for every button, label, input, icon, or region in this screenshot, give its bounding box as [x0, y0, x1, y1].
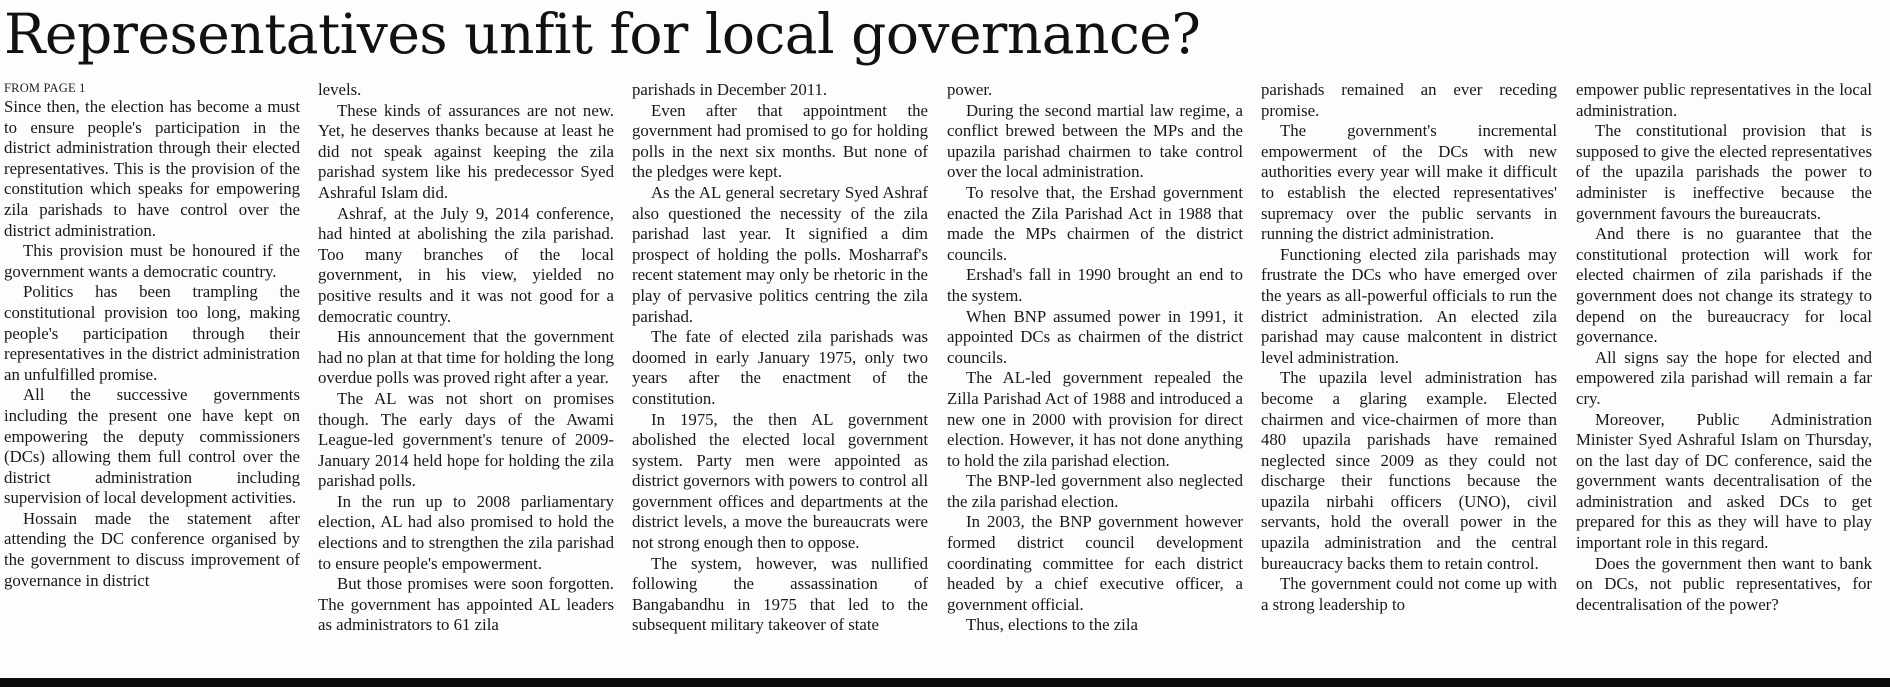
- paragraph: Does the government then want to bank on DCs, not public representatives, for decentralisation of the power?: [1576, 553, 1872, 614]
- paragraph: In 2003, the BNP government however formed district council development coordinating committee for each district headed by a chief executive officer, a government official.: [947, 512, 1243, 614]
- article-headline: Representatives unfit for local governance?: [4, 2, 1201, 66]
- paragraph: And there is no guarantee that the constitutional protection will work for elected chairmen of zila parishads if the government does not change its strategy to depend on the bureaucracy for local governance.: [1576, 224, 1872, 347]
- paragraph: The system, however, was nullified following the assassination of Bangabandhu in 1975 that led to the subsequent military takeover of state: [632, 553, 928, 635]
- paragraph: As the AL general secretary Syed Ashraf also questioned the necessity of the zila parishad last year. It signified a dim prospect of holding the polls. Mosharraf's recent statement may only be rhetoric in the play of pervasive politics centring the zila parishad.: [632, 182, 928, 326]
- paragraph-continuation: parishads in December 2011.: [632, 80, 828, 99]
- paragraph: But those promises were soon forgotten. The government has appointed AL leaders as administrators to 61 zila: [318, 574, 614, 635]
- paragraph: The AL-led government repealed the Zilla Parishad Act of 1988 and introduced a new one in 2000 with provision for direct election. However, it has not done anything to hold the zila parishad election.: [947, 368, 1243, 470]
- paragraph: Ashraf, at the July 9, 2014 conference, had hinted at abolishing the zila parishad. Too many branches of the local government, in his view, yielded no positive results and it was not good for a democratic country.: [318, 203, 614, 326]
- paragraph: Hossain made the statement after attending the DC conference organised by the government to discuss improvement of governance in district: [4, 508, 300, 590]
- article-column-3: [632, 80, 928, 678]
- article-column-5: [1261, 80, 1557, 678]
- paragraph: These kinds of assurances are not new. Yet, he deserves thanks because at least he did not speak against keeping the zila parishad system like his predecessor Syed Ashraful Islam did.: [318, 100, 614, 202]
- paragraph: During the second martial law regime, a conflict brewed between the MPs and the upazila parishad chairmen to take control over the local administration.: [947, 100, 1243, 182]
- paragraph: The BNP-led government also neglected the zila parishad election.: [947, 471, 1243, 511]
- article-column-4: [947, 80, 1243, 678]
- paragraph: To resolve that, the Ershad government enacted the Zila Parishad Act in 1988 that made the MPs chairmen of the district councils.: [947, 182, 1243, 264]
- paragraph: In the run up to 2008 parliamentary election, AL had also promised to hold the elections and to strengthen the zila parishad to ensure people's empowerment.: [318, 491, 614, 573]
- article-column-2: [318, 80, 614, 678]
- paragraph: Politics has been trampling the constitutional provision too long, making people's participation through their representatives in the district administration an unfulfilled promise.: [4, 282, 300, 384]
- paragraph: Even after that appointment the government had promised to go for holding polls in the next six months. But none of the pledges were kept.: [632, 100, 928, 182]
- paragraph: Since then, the election has become a must to ensure people's participation in the district administration through their elected representatives. This is the provision of the constitution which speaks for empowering zila parishads to have control over the district administration.: [4, 97, 300, 240]
- paragraph: Thus, elections to the zila: [966, 615, 1138, 635]
- article-body: [4, 80, 1886, 678]
- paragraph: Moreover, Public Administration Minister Syed Ashraful Islam on Thursday, on the last day of DC conference, said the government wants decentralisation of the administration and asked DCs to get prepared for this as they will have to play important role in this regard.: [1576, 409, 1872, 553]
- paragraph-continuation: empower public representatives in the local administration.: [1576, 80, 1872, 120]
- continued-from-label: FROM PAGE 1: [4, 81, 86, 95]
- paragraph: The fate of elected zila parishads was doomed in early January 1975, only two years after the enactment of the constitution.: [632, 327, 928, 408]
- paragraph: The AL was not short on promises though. The early days of the Awami League-led government's tenure of 2009-January 2014 held hope for holding the zila parishad polls.: [318, 388, 614, 491]
- paragraph-continuation: levels.: [318, 80, 362, 99]
- paragraph: This provision must be honoured if the government wants a democratic country.: [4, 241, 300, 281]
- paragraph: In 1975, the then AL government abolished the elected local government system. Party men were appointed as district governors with powers to control all government offices and departments at the district levels, a move the bureaucrats were not strong enough then to oppose.: [632, 409, 928, 553]
- paragraph: Ershad's fall in 1990 brought an end to the system.: [947, 265, 1243, 305]
- paragraph: The government's incremental empowerment of the DCs with new authorities every year will make it difficult to establish the elected representatives' supremacy over the public servants in running the district administration.: [1261, 121, 1557, 244]
- paragraph: The constitutional provision that is supposed to give the elected representatives of the upazila parishads the power to administer is ineffective because the government favours the bureaucrats.: [1576, 121, 1872, 223]
- paragraph: The government could not come up with a strong leadership to: [1261, 574, 1557, 614]
- article-column-6: [1576, 80, 1872, 678]
- paragraph: All the successive governments including the present one have kept on empowering the deputy commissioners (DCs) allowing them full control over the district administration including supervision of local development activities.: [4, 385, 300, 508]
- paragraph: The upazila level administration has become a glaring example. Elected chairmen and vice-chairmen of more than 480 upazila parishads have remained neglected since 2009 as they could not discharge their functions because the upazila nirbahi officers (UNO), civil servants, hold the overall power in the upazila administration and the central bureaucracy backs them to retain control.: [1261, 368, 1557, 573]
- paragraph-continuation: power.: [947, 80, 993, 99]
- paragraph: His announcement that the government had no plan at that time for holding the long overdue polls was proved right after a year.: [318, 327, 614, 388]
- article-column-1: [4, 80, 300, 678]
- paragraph-continuation: parishads remained an ever receding promise.: [1261, 80, 1557, 120]
- paragraph: When BNP assumed power in 1991, it appointed DCs as chairmen of the district councils.: [947, 306, 1243, 367]
- paragraph: All signs say the hope for elected and empowered zila parishad will remain a far cry.: [1576, 347, 1872, 408]
- paragraph: Functioning elected zila parishads may frustrate the DCs who have emerged over the years as all-powerful officials to run the district administration. An elected zila parishad may cause malcontent in district level administration.: [1261, 244, 1557, 367]
- bottom-border-rule: [0, 678, 1890, 687]
